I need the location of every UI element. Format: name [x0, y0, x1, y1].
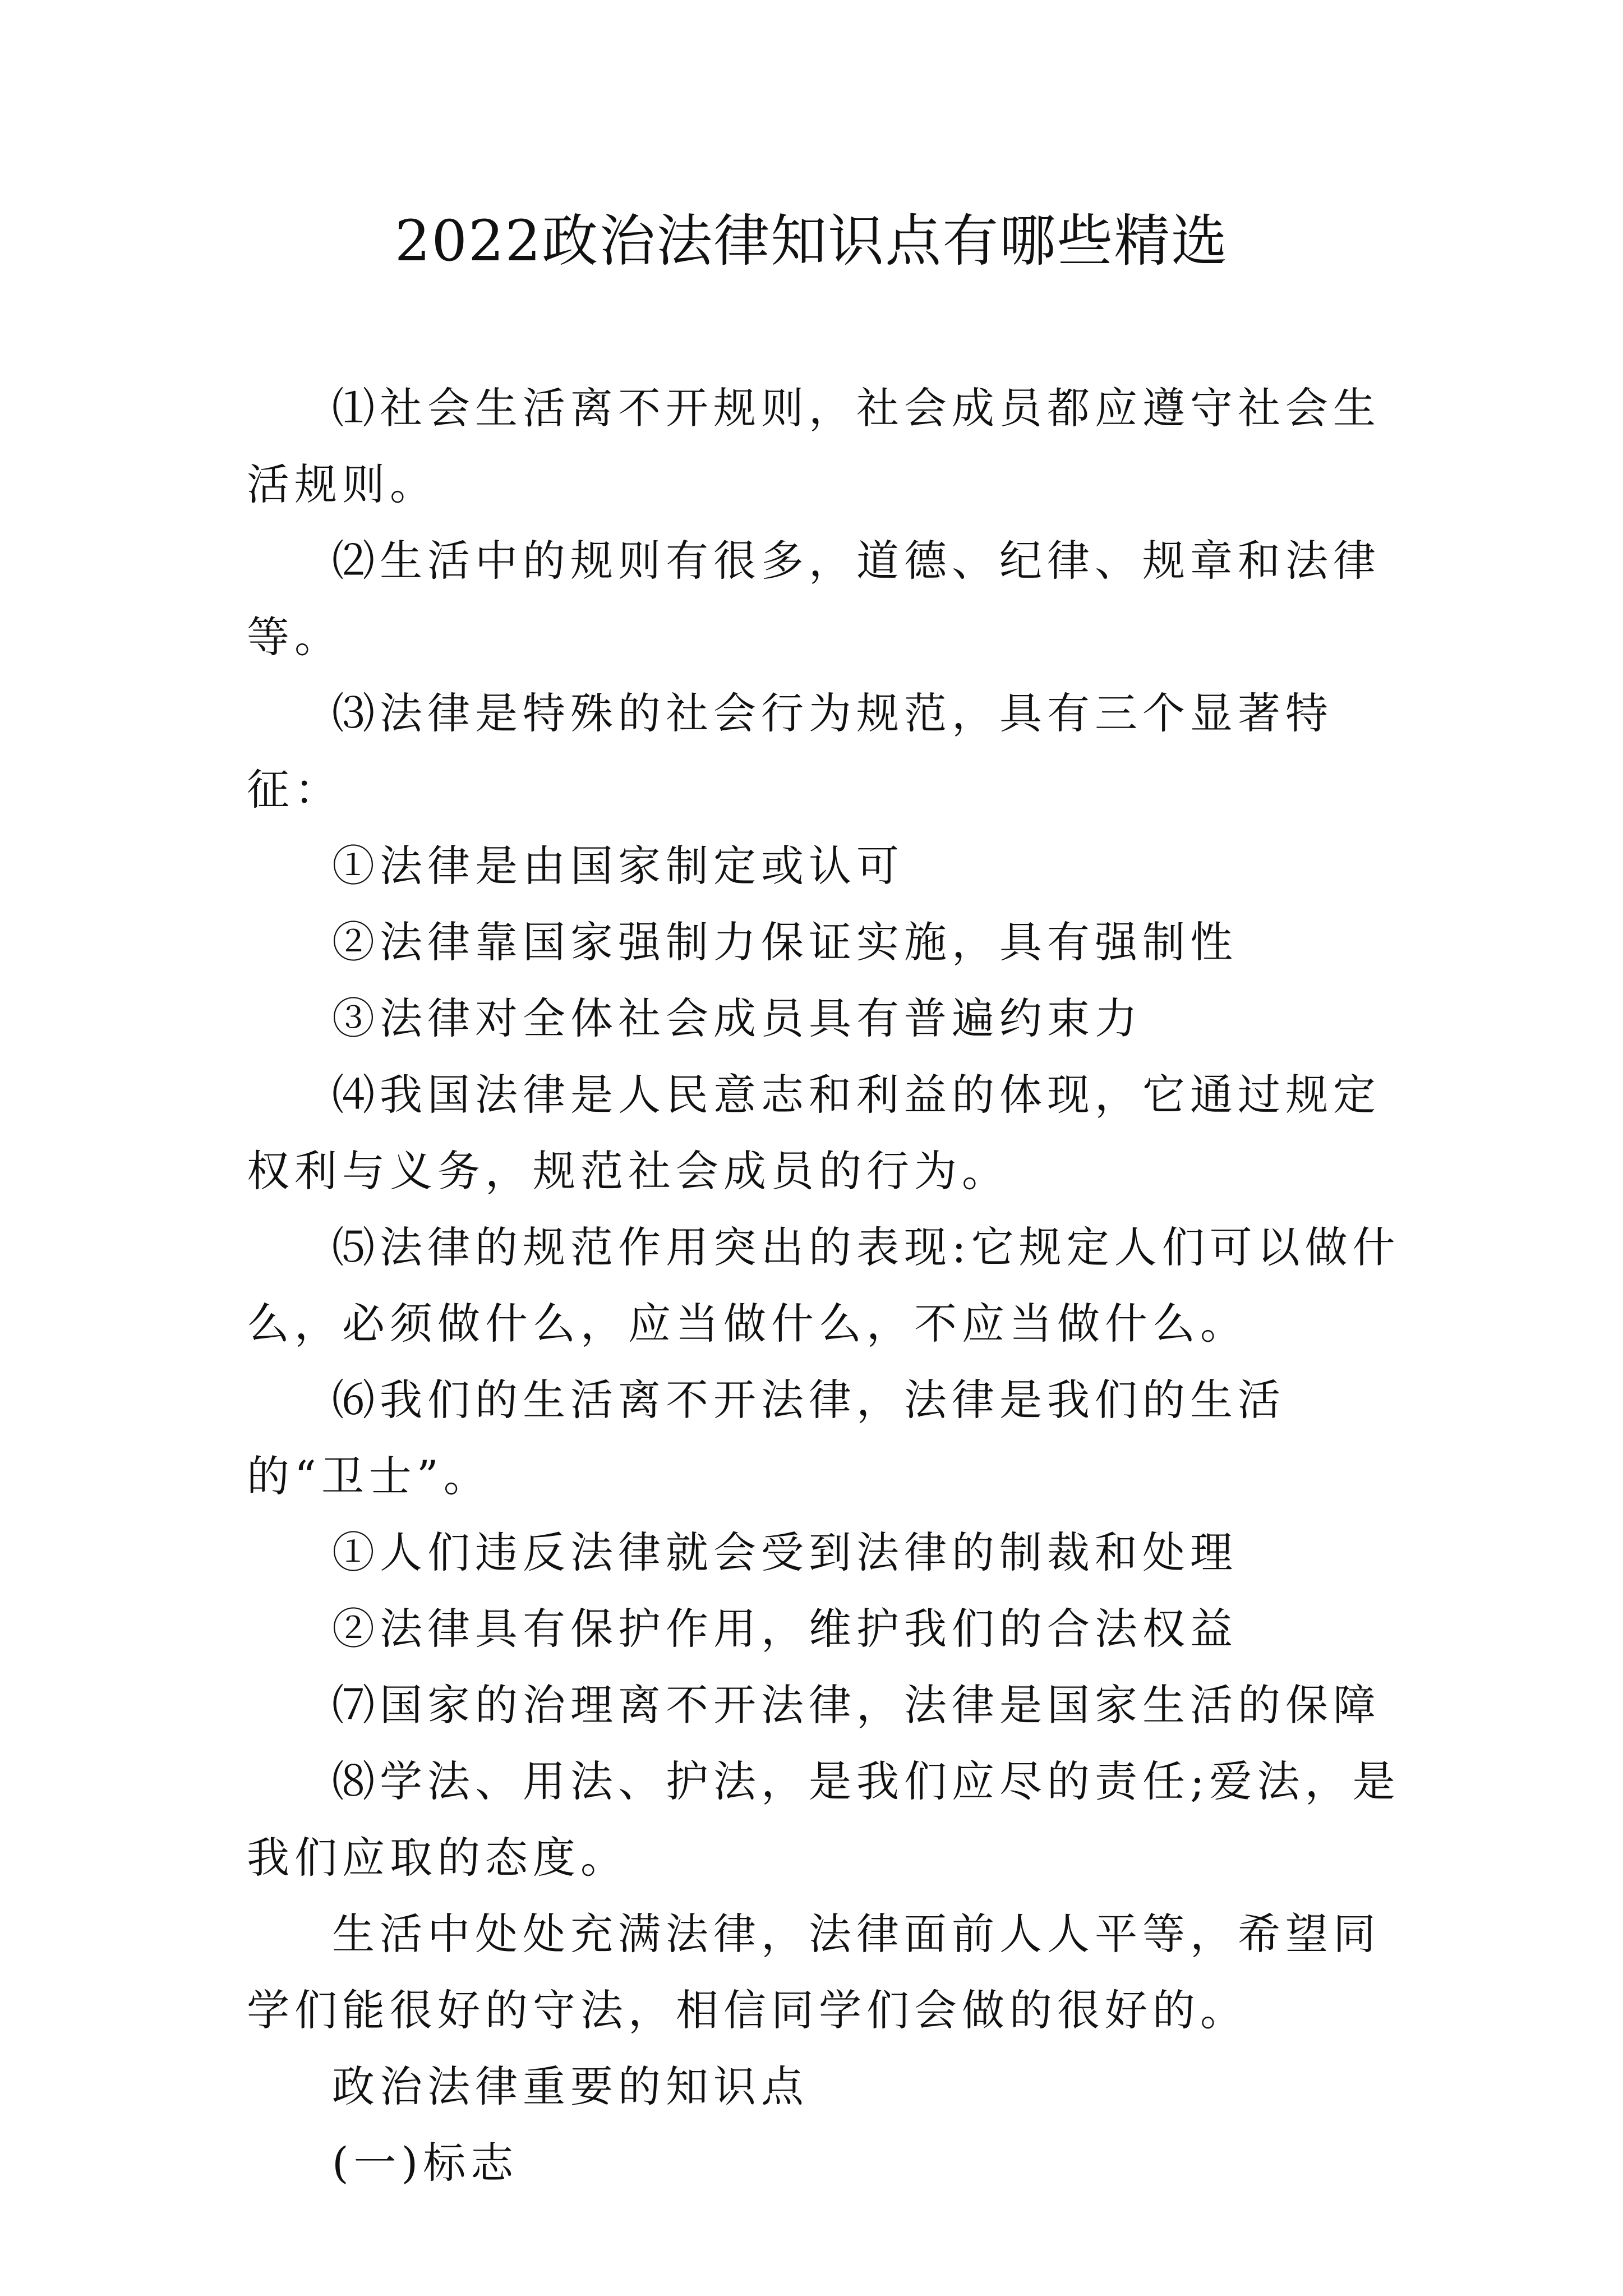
paragraph: ⑸法律的规范作用突出的表现:它规定人们可以做什么，必须做什么，应当做什么，不应当做什么。: [247, 1222, 1400, 1349]
paragraph: ⑺国家的治理离不开法律，法律是国家生活的保障: [332, 1680, 1381, 1730]
paragraph: ②法律具有保护作用，维护我们的合法权益: [332, 1604, 1238, 1654]
paragraph: ①人们违反法律就会受到法律的制裁和处理: [332, 1527, 1238, 1577]
paragraph: ①法律是由国家制定或认可: [332, 841, 904, 891]
paragraph: ⑶法律是特殊的社会行为规范，具有三个显著特征：: [247, 688, 1333, 815]
section-heading: 政治法律重要的知识点: [332, 2062, 809, 2111]
document-title: 2022政治法律知识点有哪些精选: [394, 208, 1229, 274]
paragraph: ③法律对全体社会成员具有普遍约束力: [332, 993, 1142, 1043]
paragraph: ②法律靠国家强制力保证实施，具有强制性: [332, 917, 1238, 967]
paragraph: ⑴社会生活离不开规则，社会成员都应遵守社会生活规则。: [247, 383, 1381, 509]
paragraph: ⑻学法、用法、护法，是我们应尽的责任;爱法，是我们应取的态度。: [247, 1756, 1400, 1883]
document-body: [247, 370, 1402, 2201]
paragraph: ⑵生活中的规则有很多，道德、纪律、规章和法律等。: [247, 536, 1381, 662]
paragraph: ⑷我国法律是人民意志和利益的体现，它通过规定权利与义务，规范社会成员的行为。: [247, 1070, 1381, 1196]
subsection-heading: (一)标志: [332, 2138, 519, 2188]
paragraph: ⑹我们的生活离不开法律，法律是我们的生活的“卫士”。: [247, 1375, 1285, 1501]
paragraph: 生活中处处充满法律，法律面前人人平等，希望同学们能很好的守法，相信同学们会做的很好的。: [247, 1909, 1381, 2035]
